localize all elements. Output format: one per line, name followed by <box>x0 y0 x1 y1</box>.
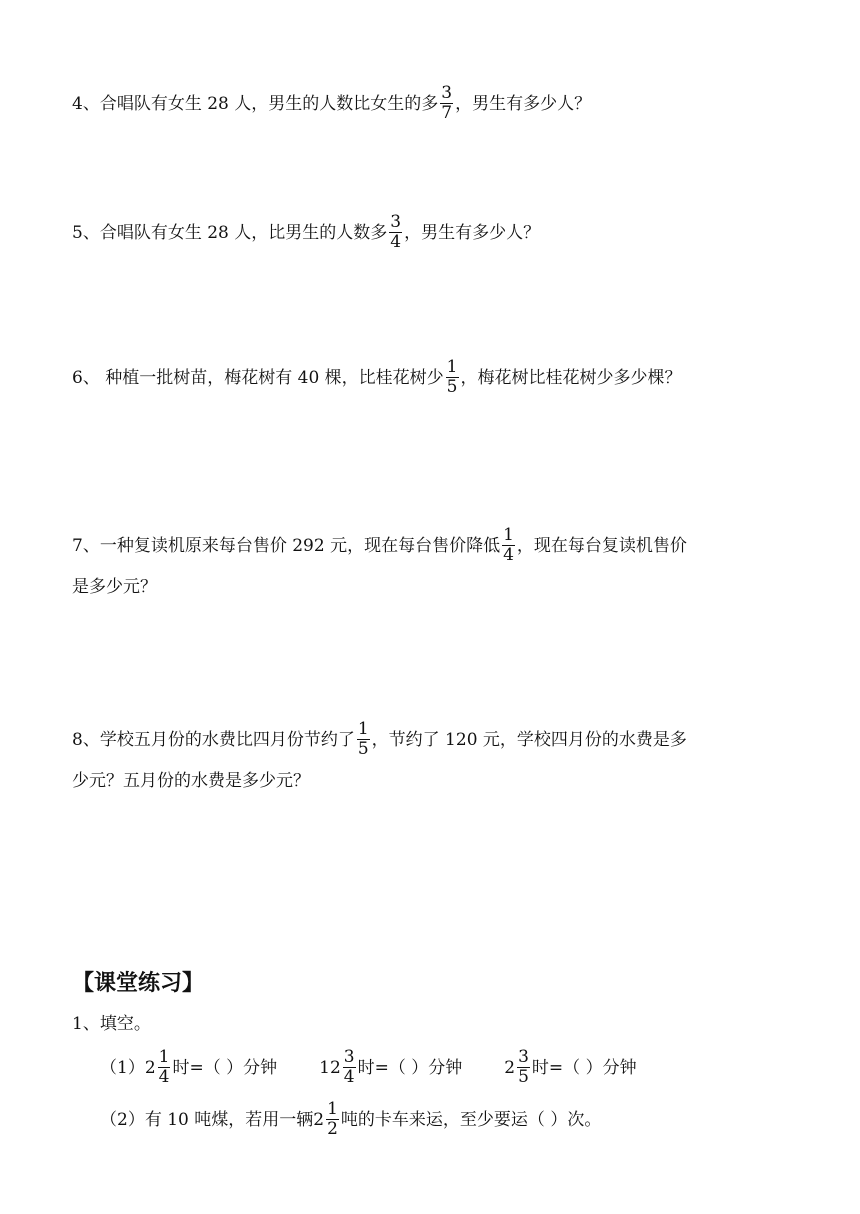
problem-6-text-end: ，梅花树比桂花树少多少棵？ <box>460 368 682 388</box>
fill-row-1: （1）2 $\frac{1}{4}$ 时=（ ）分钟 12 $\frac{3}{4}$ 时=（ ）分钟 2 $\frac{3}{5}$ 时=（ ）分钟 <box>100 1047 637 1087</box>
fill-row-2: （2）有 10 吨煤，若用一辆2 $\frac{1}{2}$ 吨的卡车来运，至少要运（ ）次。 <box>100 1099 602 1139</box>
problem-8 <box>72 721 800 760</box>
fraction: $\frac{3}{5}$ <box>518 1047 529 1087</box>
problem-8-continued: 少元？五月份的水费是多少元？ <box>72 771 310 791</box>
problem-7-continued: 是多少元？ <box>72 577 157 597</box>
section-heading: 【课堂练习】 <box>72 971 205 996</box>
problem-4 <box>72 85 800 124</box>
fraction: $\frac{3}{7}$ <box>441 83 453 123</box>
problem-5-text-end: ，男生有多少人？ <box>404 223 541 243</box>
fraction: $\frac{1}{4}$ <box>503 525 514 565</box>
fraction: $\frac{1}{2}$ <box>327 1099 338 1139</box>
problem-5-text: 5、合唱队有女生 28 人，比男生的人数多 <box>72 223 388 243</box>
problem-6 <box>72 359 800 398</box>
problem-4-text: 4、合唱队有女生 28 人，男生的人数比女生的多 <box>72 94 439 114</box>
fraction: $\frac{1}{5}$ <box>357 719 369 759</box>
fraction: $\frac{1}{5}$ <box>446 357 458 397</box>
problem-5 <box>72 214 800 253</box>
problem-8-text: 8、学校五月份的水费比四月份节约了 <box>72 730 355 750</box>
problem-7-text: 7、一种复读机原来每台售价 292 元，现在每台售价降低 <box>72 536 501 556</box>
problem-6-text: 6、 种植一批树苗，梅花树有 40 棵，比桂花树少 <box>72 368 444 388</box>
problem-7 <box>72 527 800 566</box>
problem-7-text-end: ，现在每台复读机售价 <box>516 536 687 556</box>
fraction: $\frac{1}{4}$ <box>158 1047 170 1087</box>
fraction: $\frac{3}{4}$ <box>343 1047 355 1087</box>
fraction: $\frac{3}{4}$ <box>390 212 402 252</box>
problem-8-text-end: ，节约了 120 元，学校四月份的水费是多 <box>371 730 687 750</box>
question-1: 1、填空。 <box>72 1014 151 1034</box>
problem-4-text-end: ，男生有多少人？ <box>455 94 592 114</box>
